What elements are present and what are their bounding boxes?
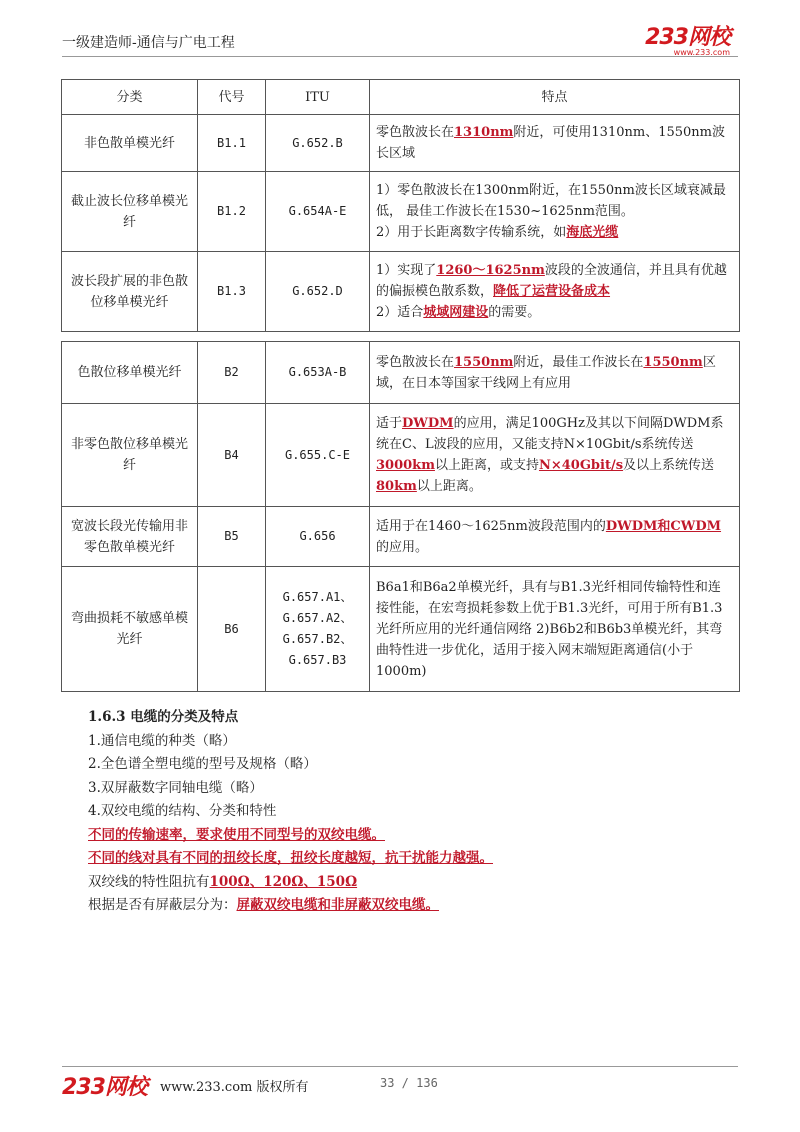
highlight-term: 80km: [376, 479, 417, 494]
cell-itu: G.656: [266, 507, 370, 567]
highlight-term: 1550nm: [454, 354, 514, 370]
cable-section: [88, 706, 708, 918]
feature-text: 及以上系统传送: [623, 458, 715, 473]
impedance-line: [88, 871, 708, 895]
cell-code: B6: [198, 567, 266, 692]
footer-logo[interactable]: 233网校: [62, 1075, 147, 1100]
footer-copyright: www.233.com 版权所有: [160, 1080, 309, 1095]
logo-site: www.233.com: [673, 48, 730, 57]
highlight-term: DWDM和CWDM: [605, 518, 722, 534]
cell-itu: G.654A-E: [266, 172, 370, 252]
cell-code: B1.1: [198, 115, 266, 172]
feature-text: 1）实现了: [376, 263, 437, 278]
cell-itu: G.652.D: [266, 252, 370, 332]
highlight-term: 1310nm: [454, 125, 514, 140]
section-line: 1.通信电缆的种类（略）: [88, 732, 236, 749]
feature-text: 适于: [376, 416, 403, 431]
col-header-category: 分类: [62, 80, 198, 115]
cell-code: B1.2: [198, 172, 266, 252]
cell-category: 宽波长段光传输用非零色散单模光纤: [62, 507, 198, 567]
feature-text: 的应用。: [376, 539, 429, 555]
brand-logo[interactable]: [645, 20, 730, 57]
table-row: [62, 342, 740, 404]
highlight-term: 1550nm: [643, 354, 703, 370]
col-header-code: 代号: [198, 80, 266, 115]
cell-features: [370, 342, 740, 404]
feature-text: 的应用，满足100GHz及其以下间隔DWDM系统在C、L波段的应用，又能支持N×10Gbit/s系统传送: [376, 416, 724, 452]
cell-code: B4: [198, 404, 266, 507]
feature-text: 零色散波长在: [376, 125, 455, 140]
feature-text: 以上距离。: [416, 479, 482, 494]
cell-code: B5: [198, 507, 266, 567]
cell-features: [370, 115, 740, 172]
feature-text: B6a1和B6a2单模光纤，具有与B1.3光纤相同传输特性和连接性能，在宏弯损耗参数上优于B1.3光纤，可用于所有B1.3光纤所应用的光纤通信网络 2)B6b2和B6b3单模光纤，其弯曲特性进一步优化，适用于接入网末端短距离通信(小于1000m): [376, 579, 723, 679]
highlight-term: DWDM: [402, 416, 454, 431]
table-row: [62, 115, 740, 172]
col-header-itu: ITU: [266, 80, 370, 115]
table-row: [62, 252, 740, 332]
cell-itu: G.652.B: [266, 115, 370, 172]
cell-itu: G.655.C-E: [266, 404, 370, 507]
impedance-prefix: 双绞线的特性阻抗有: [88, 873, 210, 890]
cell-features: [370, 567, 740, 692]
feature-text: 区域，在日本等国家干线网上有应用: [376, 354, 716, 391]
cell-features: [370, 507, 740, 567]
highlight-term: 1260～1625nm: [436, 263, 545, 278]
feature-text: 波段的全波通信，并且具有优越的偏振模色散系数，: [376, 263, 727, 299]
table-row: [62, 567, 740, 692]
header-title: 一级建造师-通信与广电工程: [62, 35, 235, 51]
shield-line: [88, 894, 708, 918]
section-line: 2.全色谱全塑电缆的型号及规格（略）: [88, 756, 317, 772]
feature-text: 适用于在1460～1625nm波段范围内的: [376, 518, 606, 534]
cell-category: 弯曲损耗不敏感单模光纤: [62, 567, 198, 692]
logo-brand: 233网校: [645, 25, 730, 50]
cell-category: 非零色散位移单模光纤: [62, 404, 198, 507]
cell-category: 截止波长位移单模光纤: [62, 172, 198, 252]
section-heading: 1.6.3 电缆的分类及特点: [88, 709, 239, 725]
header-divider: [62, 56, 738, 57]
highlight-term: 降低了运营设备成本: [493, 284, 611, 299]
highlight-term: 城域网建设: [423, 305, 489, 320]
page-number: 33 / 136: [380, 1076, 438, 1090]
fiber-table-bottom: [61, 341, 740, 692]
feature-text: 附近，最佳工作波长在: [513, 354, 644, 370]
cell-category: 色散位移单模光纤: [62, 342, 198, 404]
feature-text: 零色散波长在: [376, 354, 455, 370]
feature-text: 2）适合: [376, 305, 424, 320]
table-row: [62, 172, 740, 252]
highlight-term: 海底光缆: [566, 225, 619, 240]
footer-divider: [62, 1066, 738, 1067]
feature-text: 1）零色散波长在1300nm附近，在1550nm波长区域衰减最低， 最佳工作波长在1530~1625nm范围。: [376, 183, 726, 219]
fiber-table-top: [61, 79, 740, 332]
cell-features: [370, 404, 740, 507]
cell-code: B1.3: [198, 252, 266, 332]
table-row: [62, 404, 740, 507]
feature-text: 2）用于长距离数字传输系统，如: [376, 225, 567, 240]
cell-itu: G.657.A1、 G.657.A2、 G.657.B2、 G.657.B3: [266, 567, 370, 692]
feature-text: 附近，可使用1310nm、1550nm波长区域: [376, 125, 725, 161]
cell-features: [370, 252, 740, 332]
cell-category: 非色散单模光纤: [62, 115, 198, 172]
shield-types: 屏蔽双绞电缆和非屏蔽双绞电缆。: [236, 897, 439, 913]
feature-text: 以上距离，或支持: [434, 458, 539, 473]
cell-code: B2: [198, 342, 266, 404]
section-line: 4.双绞电缆的结构、分类和特性: [88, 803, 277, 819]
highlight-line: 不同的传输速率，要求使用不同型号的双绞电缆。: [88, 826, 385, 843]
highlight-term: N×40Gbit/s: [538, 458, 624, 473]
shield-prefix: 根据是否有屏蔽层分为：: [88, 897, 237, 913]
col-header-features: 特点: [370, 80, 740, 115]
section-line: 3.双屏蔽数字同轴电缆（略）: [88, 779, 263, 796]
table-row: [62, 507, 740, 567]
highlight-line: 不同的线对具有不同的扭绞长度，扭绞长度越短，抗干扰能力越强。: [88, 850, 493, 866]
feature-text: 的需要。: [488, 305, 541, 320]
cell-features: [370, 172, 740, 252]
highlight-term: 3000km: [376, 458, 435, 473]
cell-itu: G.653A-B: [266, 342, 370, 404]
impedance-values: 100Ω、120Ω、150Ω: [209, 873, 358, 890]
cell-category: 波长段扩展的非色散位移单模光纤: [62, 252, 198, 332]
